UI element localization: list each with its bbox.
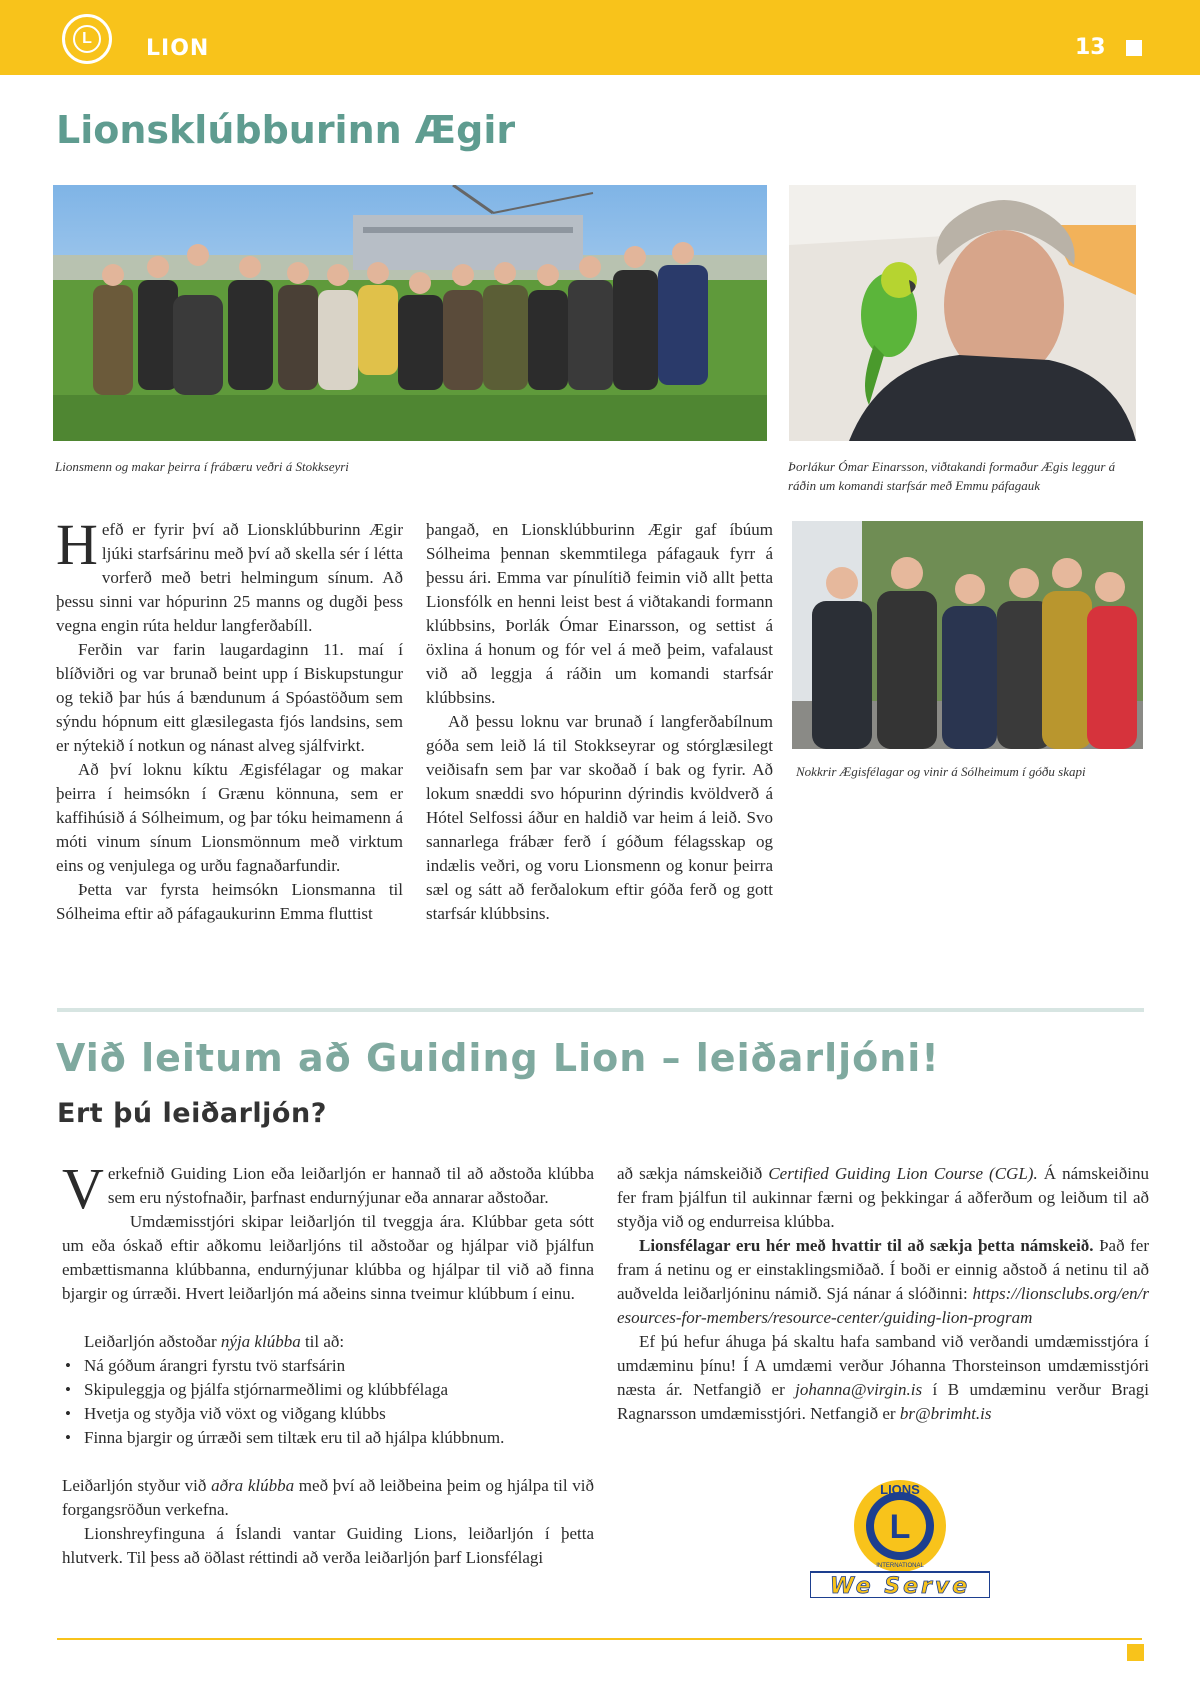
logo-ring-text: LIONS bbox=[880, 1482, 920, 1497]
page-number: 13 bbox=[1075, 35, 1106, 60]
logo-motto: We Serve bbox=[829, 1574, 971, 1598]
paragraph: efð er fyrir því að Lionsklúbburinn Ægir ljúki starfsárinu með því að skella sér í létta vorferð með betri helmingum sínum. Að þessu sinni var hópurinn 25 manns og dugði þess vegna engin rúta heldur langferðabíll. bbox=[56, 520, 403, 635]
dropcap: H bbox=[56, 512, 98, 577]
group-photo bbox=[53, 185, 767, 441]
logo-intl-text: INTERNATIONAL bbox=[876, 1563, 924, 1569]
dropcap: V bbox=[62, 1156, 104, 1221]
solheimar-photo bbox=[792, 521, 1143, 749]
paragraph: þangað, en Lionsklúbburinn Ægir gaf íbúum Sólheima þennan skemmtilega páfagauk fyrr á þessu ári. Emma var pínulítið feimin við allt þetta Lionsfólk en henni leist best á viðtakandi formann klúbbsins, Þorlák Ómar Einarsson, og settist á öxlina á honum og fór vel á með þeim, vafalaust við að leggja á ráðin um komandi starfsár klúbbsins. bbox=[426, 520, 773, 707]
logo-letter: L bbox=[889, 1508, 911, 1546]
paragraph: erkefnið Guiding Lion eða leiðarljón er hannað til að aðstoða klúbba sem eru nýstofnaðir, þarfnast endurnýjunar eða annarar aðstoðar. bbox=[107, 1164, 594, 1207]
paragraph: Ferðin var farin laugardaginn 11. maí í blíðviðri og var brunað beint upp í Biskupstungur og tekið þar hús á bændunum á Spóastöðum sem sýndu hópnum eitt glæsilegasta fjós landsins, sem er nýtekið í notkun og nánast alveg sjálfvirkt. bbox=[56, 640, 403, 755]
lions-we-serve-logo bbox=[810, 1478, 990, 1598]
list-item: • Finna bjargir og úrræði sem tiltæk eru til að hjálpa klúbbnum. bbox=[62, 1426, 594, 1450]
article-title: Lionsklúbburinn Ægir bbox=[56, 108, 516, 152]
footer-square-icon bbox=[1127, 1644, 1144, 1661]
list-item: • Hvetja og styðja við vöxt og viðgang klúbbs bbox=[62, 1402, 594, 1426]
paragraph: Þetta var fyrsta heimsókn Lionsmanna til Sólheima eftir að páfagaukurinn Emma fluttist bbox=[56, 880, 403, 923]
footer-rule bbox=[57, 1638, 1142, 1640]
paragraph: Lionsfélagar eru hér með hvattir til að sækja þetta námskeið. Það fer fram á netinu og er einstaklingsmiðað. Í boði er einnig aðstoð á netinu til að auðvelda leiðarljóninu námið. Sjá nánar á slóðinni: https://lionsclubs.org/en/resources-for-members/resource-center/guiding-lion-program bbox=[617, 1236, 1149, 1327]
parrot-photo bbox=[789, 185, 1136, 441]
paragraph: Umdæmisstjóri skipar leiðarljón til tveggja ára. Klúbbar geta sótt um eða óskað eftir aðkomu leiðarljóns til aðstoðar og hjálpar við þjálfun embættismanna klúbbanna, endurnýjunar klúbba og hjálpar til við að finna bjargir og úrræði. Hvert leiðarljón má aðeins sinna tveimur klúbbum í einu. bbox=[62, 1212, 594, 1303]
paragraph: Lionshreyfinguna á Íslandi vantar Guiding Lions, leiðarljón í þetta hlutverk. Til þess að öðlast réttindi að verða leiðarljón þarf Lionsfélagi bbox=[62, 1524, 594, 1567]
article1-column-1 bbox=[56, 512, 403, 926]
list-item: • Ná góðum árangri fyrstu tvö starfsárin bbox=[62, 1354, 594, 1378]
article2-column-2 bbox=[617, 1162, 1149, 1426]
header-square-icon bbox=[1126, 40, 1142, 56]
bullet-list bbox=[62, 1354, 594, 1450]
email-link[interactable]: br@brimht.is bbox=[899, 1404, 992, 1423]
paragraph: Ef þú hefur áhuga þá skaltu hafa samband við verðandi umdæmisstjóra í umdæminu þínu! Í A umdæmi verður Jóhanna Thorsteinson umdæmisstjóri næsta ár. Netfangið er johanna@virgin.is í B umdæminu verður Bragi Ragnarsson umdæmisstjóri. Netfangið er br@brimht.is bbox=[617, 1332, 1149, 1423]
solheimar-photo-caption: Nokkrir Ægisfélagar og vinir á Sólheimum í góðu skapi bbox=[796, 764, 1086, 779]
paragraph: að sækja námskeiðið Certified Guiding Lion Course (CGL). Á námskeiðinu fer fram þjálfun til aukinnar færni og þekkingar á aðferðum og leiðum til að styðja við og endurreisa klúbba. bbox=[617, 1164, 1149, 1231]
parrot-photo-caption-line1: Þorlákur Ómar Einarsson, viðtakandi formaður Ægis leggur á bbox=[788, 459, 1116, 474]
parrot-photo-caption-line2: ráðin um komandi starfsár með Emmu páfagauk bbox=[788, 478, 1041, 493]
article2-title: Við leitum að Guiding Lion – leiðarljóni! bbox=[56, 1036, 940, 1080]
section-divider bbox=[57, 1008, 1144, 1012]
magazine-brand: LION bbox=[146, 36, 210, 61]
email-link[interactable]: johanna@virgin.is bbox=[795, 1380, 923, 1399]
resource-link[interactable]: https://lionsclubs.org/en/resources-for-members/resource-center/guiding-lion-program bbox=[617, 1284, 1149, 1327]
paragraph: Að þessu loknu var brunað í langferðabílnum góða sem leið lá til Stokkseyrar og stórglæsilegt veiðisafn sem þar var skoðað í bak og fyrir. Að lokum snæddi svo hópurinn dýrindis kvöldverð á Hótel Selfossi áður en haldið var heim á leið. Svo sannarlega frábær ferð í góðum félagsskap og indælis veðri, og voru Lionsmenn og konur þeirra sæl og sátt að ferðalokum eftir góða ferð og gott starfsár klúbbsins. bbox=[426, 712, 773, 923]
list-item: • Skipuleggja og þjálfa stjórnarmeðlimi og klúbbfélaga bbox=[62, 1378, 594, 1402]
article2-column-1 bbox=[62, 1156, 594, 1570]
paragraph: Að því loknu kíktu Ægisfélagar og makar þeirra í heimsókn í Grænu könnuna, sem er kaffihúsið á Sólheimum, og þar tóku heimamenn á móti vinum sínum Lionsmönnum með virktum eins og venjulega og urðu fagnaðarfundir. bbox=[56, 760, 403, 875]
list-intro: Leiðarljón aðstoðar nýja klúbba til að: bbox=[84, 1332, 345, 1351]
article1-column-2 bbox=[426, 518, 773, 926]
article2-subtitle: Ert þú leiðarljón? bbox=[57, 1098, 327, 1129]
paragraph: Leiðarljón styður við aðra klúbba með því að leiðbeina þeim og hjálpa til við forgangsröðun verkefna. bbox=[62, 1476, 594, 1519]
group-photo-caption: Lionsmenn og makar þeirra í frábæru veðri á Stokkseyri bbox=[55, 459, 349, 474]
lions-logo-icon: L bbox=[62, 14, 112, 64]
